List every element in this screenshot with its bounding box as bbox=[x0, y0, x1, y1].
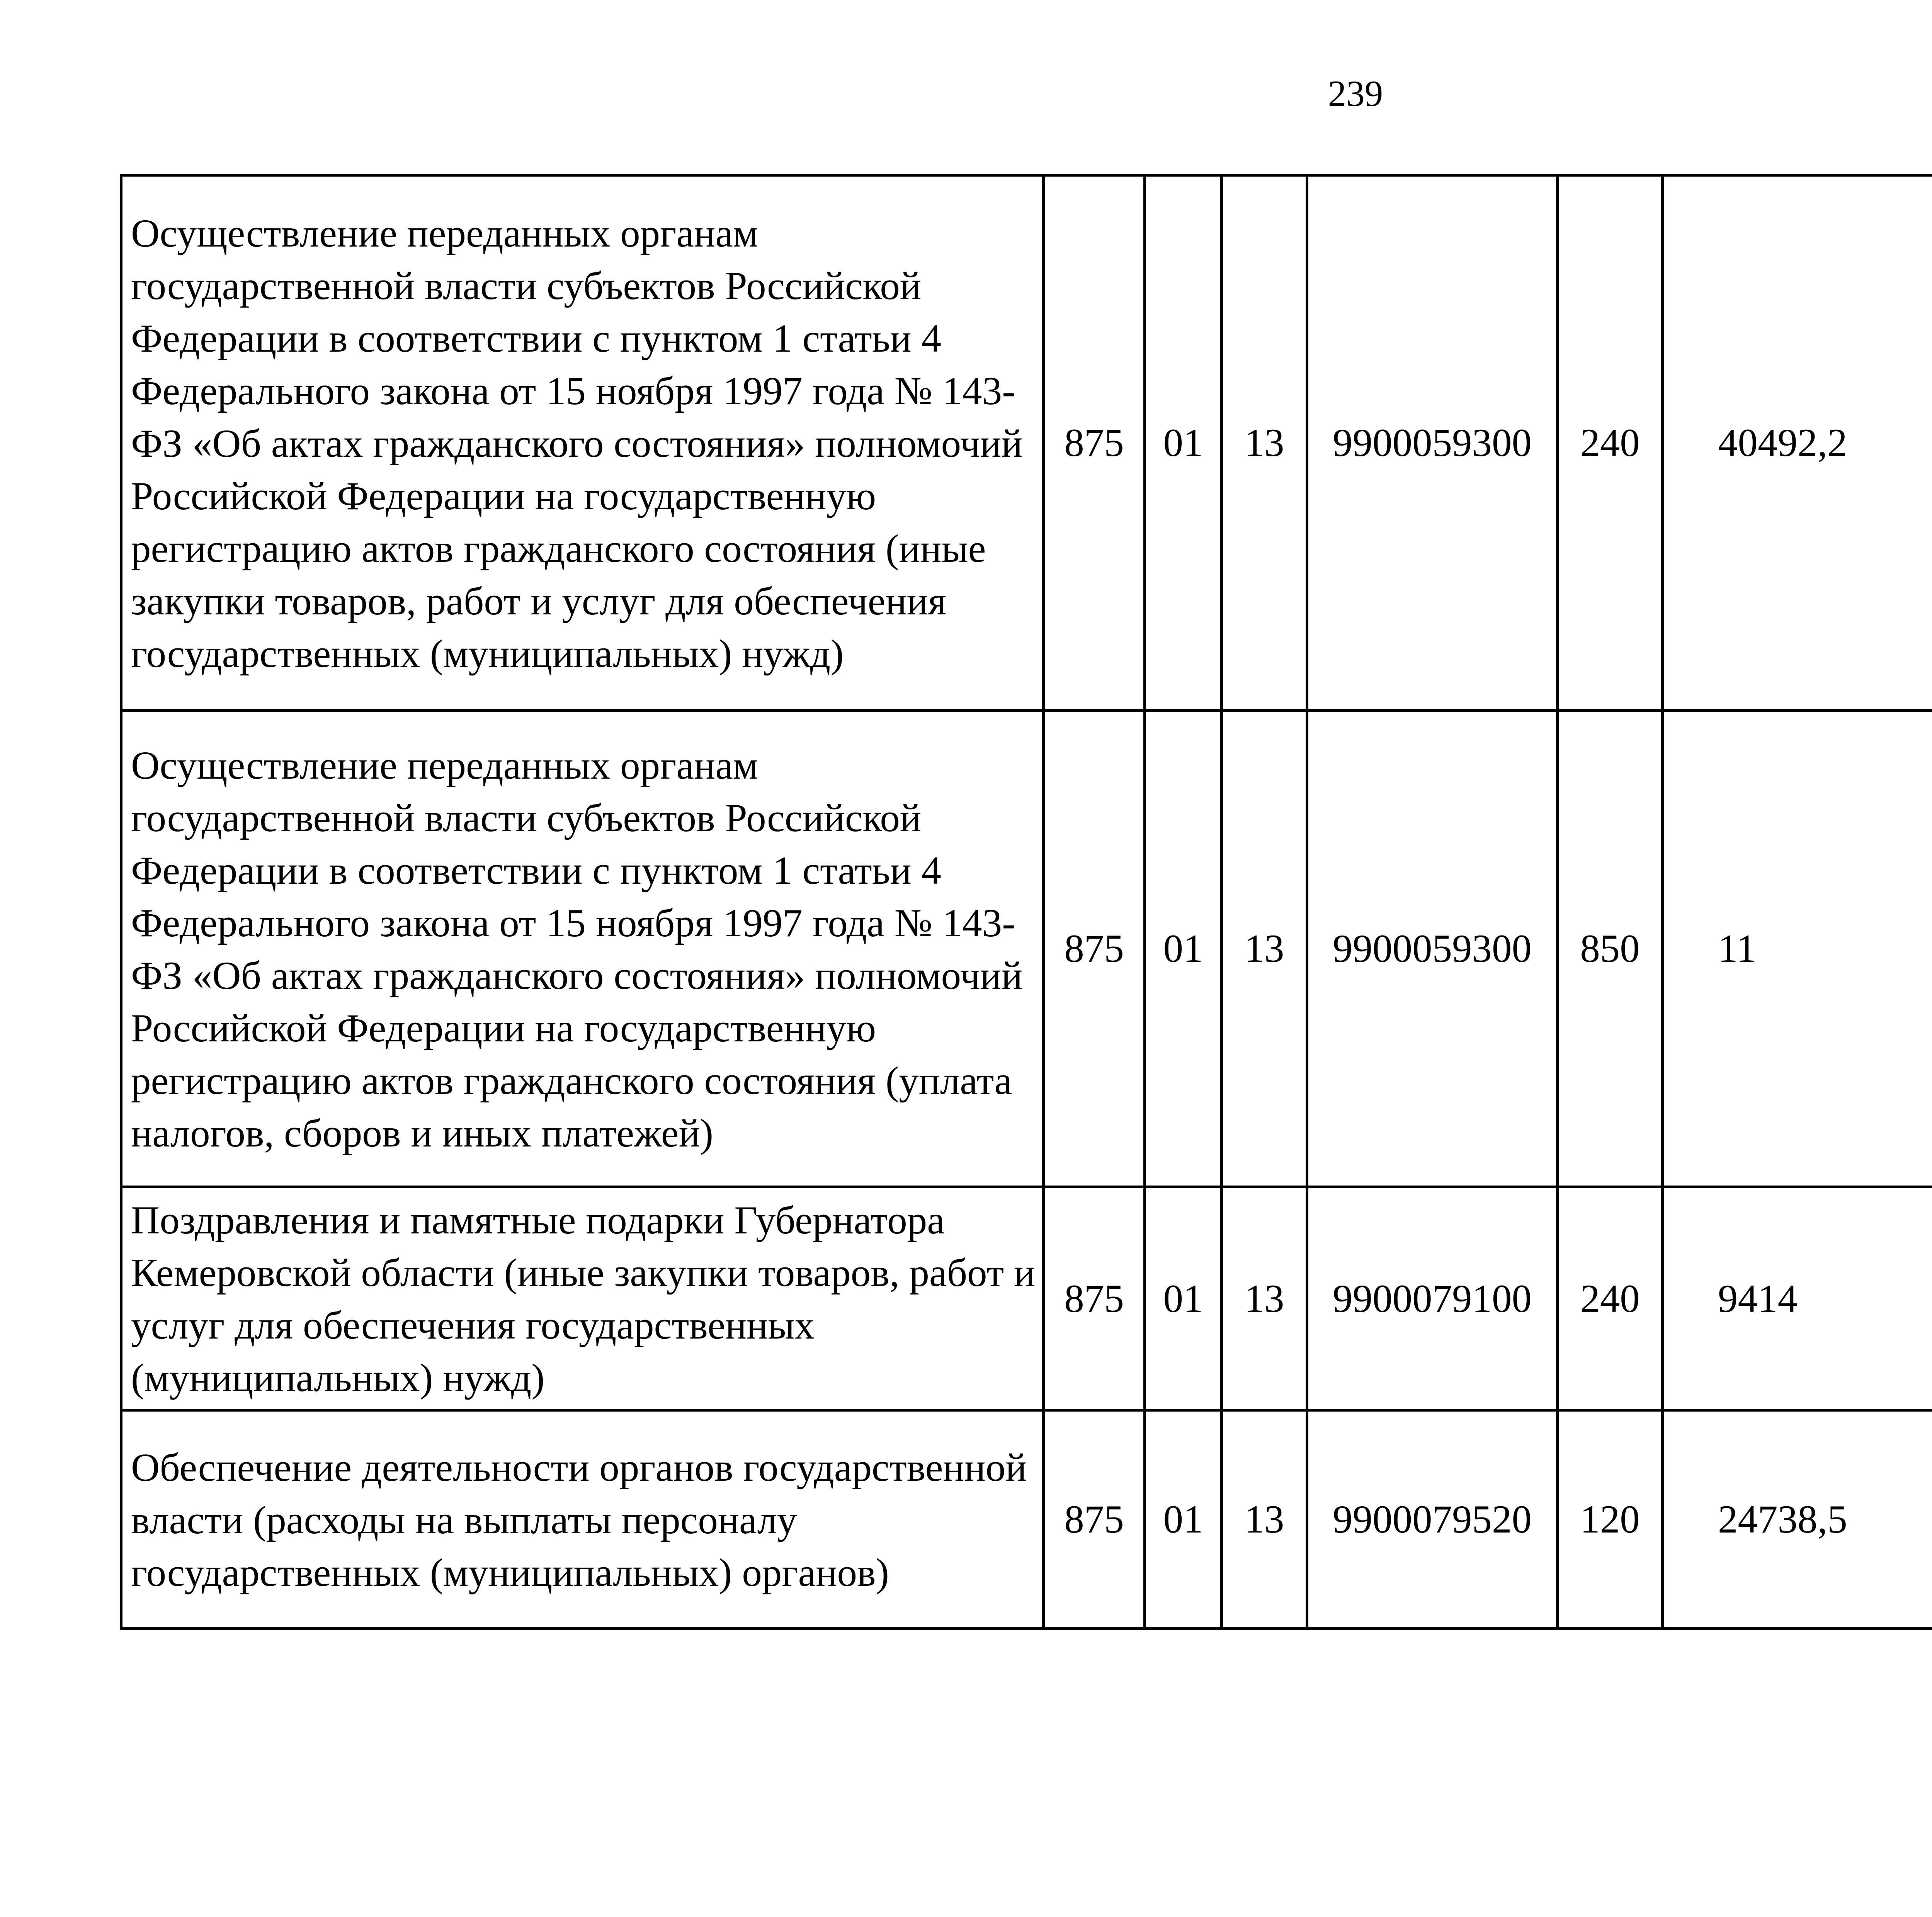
ministry-code: 875 bbox=[1044, 175, 1145, 711]
amount-year-1: 40492,2 bbox=[1663, 175, 1932, 711]
amount-year-1: 9414 bbox=[1663, 1187, 1932, 1410]
ministry-code: 875 bbox=[1044, 1410, 1145, 1629]
target-article-code: 9900059300 bbox=[1307, 175, 1558, 711]
target-article-code: 9900079520 bbox=[1307, 1410, 1558, 1629]
target-article-code: 9900079100 bbox=[1307, 1187, 1558, 1410]
ministry-code: 875 bbox=[1044, 1187, 1145, 1410]
page-number: 239 bbox=[1328, 73, 1383, 114]
table-row bbox=[121, 175, 1932, 711]
subsection-code: 13 bbox=[1222, 711, 1307, 1187]
section-code: 01 bbox=[1145, 711, 1222, 1187]
subsection-code: 13 bbox=[1222, 1187, 1307, 1410]
expense-type-code: 240 bbox=[1558, 1187, 1663, 1410]
subsection-code: 13 bbox=[1222, 175, 1307, 711]
row-description: Поздравления и памятные подарки Губернатора Кемеровской области (иные закупки товаров, работ и услуг для обеспечения государственных (муниципальных) нужд) bbox=[121, 1187, 1044, 1410]
ministry-code: 875 bbox=[1044, 711, 1145, 1187]
section-code: 01 bbox=[1145, 1187, 1222, 1410]
table-row bbox=[121, 711, 1932, 1187]
section-code: 01 bbox=[1145, 1410, 1222, 1629]
budget-table bbox=[120, 174, 1932, 1630]
expense-type-code: 850 bbox=[1558, 711, 1663, 1187]
expense-type-code: 240 bbox=[1558, 175, 1663, 711]
expense-type-code: 120 bbox=[1558, 1410, 1663, 1629]
target-article-code: 9900059300 bbox=[1307, 711, 1558, 1187]
subsection-code: 13 bbox=[1222, 1410, 1307, 1629]
amount-year-1: 11 bbox=[1663, 711, 1932, 1187]
table-row bbox=[121, 1187, 1932, 1410]
row-description: Осуществление переданных органам государственной власти субъектов Российской Федерации в соответствии с пунктом 1 статьи 4 Федерального закона от 15 ноября 1997 года № 143-ФЗ «Об актах гражданского состояния» полномочий Российской Федерации на государственную регистрацию актов гражданского состояния (иные закупки товаров, работ и услуг для обеспечения государственных (муниципальных) нужд) bbox=[121, 175, 1044, 711]
table-row bbox=[121, 1410, 1932, 1629]
row-description: Осуществление переданных органам государственной власти субъектов Российской Федерации в соответствии с пунктом 1 статьи 4 Федерального закона от 15 ноября 1997 года № 143-ФЗ «Об актах гражданского состояния» полномочий Российской Федерации на государственную регистрацию актов гражданского состояния (уплата налогов, сборов и иных платежей) bbox=[121, 711, 1044, 1187]
section-code: 01 bbox=[1145, 175, 1222, 711]
amount-year-1: 24738,5 bbox=[1663, 1410, 1932, 1629]
row-description: Обеспечение деятельности органов государственной власти (расходы на выплаты персоналу государственных (муниципальных) органов) bbox=[121, 1410, 1044, 1629]
